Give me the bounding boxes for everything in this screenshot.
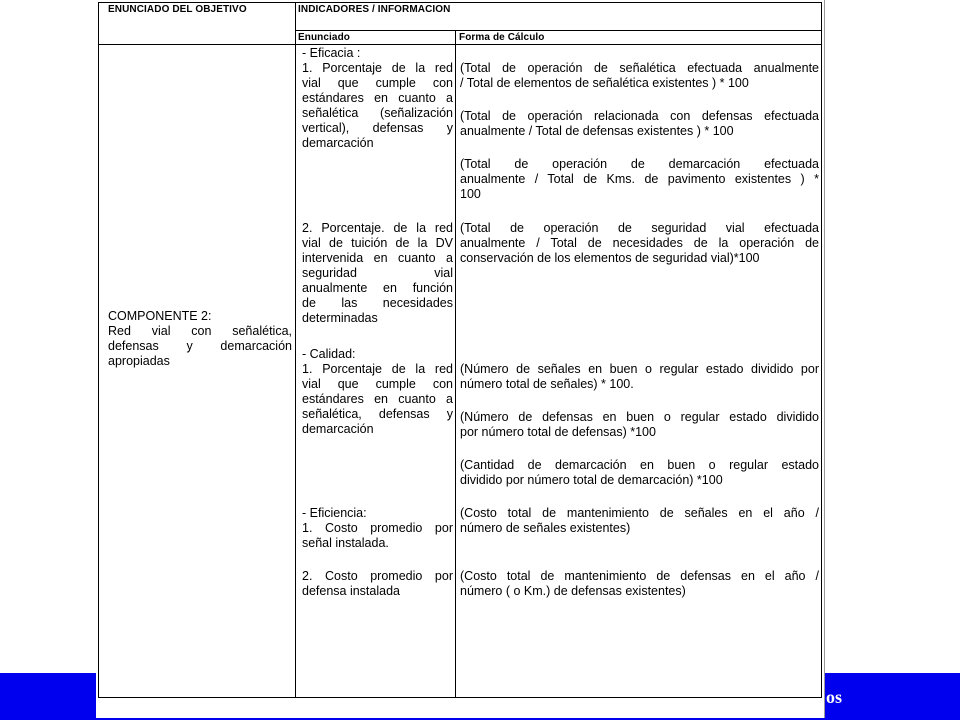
column-divider-objetivo bbox=[295, 2, 296, 698]
text-line: estándares en cuanto a bbox=[302, 91, 453, 105]
text-line: vial que cumple con bbox=[302, 76, 453, 90]
text-line: (Número de defensas en buen o regular estado dividido bbox=[460, 410, 819, 424]
header-bottom-line bbox=[98, 44, 822, 45]
enunciado-eficacia-heading: - Eficacia : bbox=[302, 46, 361, 60]
text-line: 2. Costo promedio por bbox=[302, 569, 453, 583]
text-line: (Cantidad de demarcación en buen o regular estado bbox=[460, 458, 819, 472]
footer-text: os bbox=[825, 687, 842, 707]
text-line: anualmente / Total de necesidades de la operación de bbox=[460, 236, 819, 250]
text-line: (Costo total de mantenimiento de defensas en el año / bbox=[460, 569, 819, 583]
text-line: número de señales existentes) bbox=[460, 521, 631, 535]
text-line: 100 bbox=[460, 187, 481, 201]
componente-title: COMPONENTE 2: bbox=[108, 309, 212, 323]
text-line: 1. Porcentaje de la red bbox=[302, 61, 453, 75]
text-line: de las necesidades bbox=[302, 296, 453, 310]
text-line: vertical), defensas y bbox=[302, 121, 453, 135]
componente-line-1: Red vial con señalética, bbox=[108, 324, 292, 338]
text-line: / Total de elementos de señalética existentes ) * 100 bbox=[460, 76, 749, 90]
text-line: demarcación bbox=[302, 422, 374, 436]
text-line: 1. Costo promedio por bbox=[302, 521, 453, 535]
componente-cell bbox=[108, 309, 292, 369]
column-divider-forma bbox=[455, 30, 456, 698]
text-line: (Total de operación de señalética efectuada anualmente bbox=[460, 61, 819, 75]
text-line: intervenida en cuanto a bbox=[302, 251, 453, 265]
enunciado-eficiencia-2 bbox=[302, 569, 453, 599]
enunciado-calidad-heading: - Calidad: bbox=[302, 347, 356, 361]
text-line: por número total de defensas) *100 bbox=[460, 425, 656, 439]
text-line: determinadas bbox=[302, 311, 378, 325]
table-right-border bbox=[821, 2, 822, 698]
text-line: 2. Porcentaje. de la red bbox=[302, 221, 453, 235]
text-line: vial que cumple con bbox=[302, 377, 453, 391]
text-line: señal instalada. bbox=[302, 536, 389, 550]
text-line: anualmente / Total de Kms. de pavimento existentes ) * bbox=[460, 172, 819, 186]
header-enunciado: Enunciado bbox=[298, 32, 351, 43]
text-line: señalética (señalización bbox=[302, 106, 453, 120]
text-line: número total de señales) * 100. bbox=[460, 377, 634, 391]
enunciado-eficacia-2 bbox=[302, 221, 453, 326]
forma-calidad-1c bbox=[460, 458, 819, 488]
text-line: (Total de operación de demarcación efectuada bbox=[460, 157, 819, 171]
text-line: 1. Porcentaje de la red bbox=[302, 362, 453, 376]
text-line: anualmente en función bbox=[302, 281, 453, 295]
enunciado-eficiencia-heading: - Eficiencia: bbox=[302, 506, 367, 520]
text-line: conservación de los elementos de seguridad vial)*100 bbox=[460, 251, 760, 265]
text-line: defensa instalada bbox=[302, 584, 400, 598]
table-bottom-border bbox=[98, 697, 822, 698]
text-line: vial de tuición de la DV bbox=[302, 236, 453, 250]
forma-eficacia-1b bbox=[460, 109, 819, 139]
header-objetivo: ENUNCIADO DEL OBJETIVO bbox=[108, 4, 247, 15]
document-page bbox=[96, 0, 825, 718]
enunciado-eficacia-1 bbox=[302, 61, 453, 151]
componente-line-2: defensas y demarcación bbox=[108, 339, 292, 353]
header-indicadores: INDICADORES / INFORMACION bbox=[298, 4, 451, 15]
table-top-border bbox=[98, 2, 822, 3]
text-line: dividido por número total de demarcación) *100 bbox=[460, 473, 723, 487]
text-line: (Número de señales en buen o regular estado dividido por bbox=[460, 362, 819, 376]
forma-eficacia-2 bbox=[460, 221, 819, 266]
forma-calidad-1a bbox=[460, 362, 819, 392]
text-line: (Total de operación de seguridad vial efectuada bbox=[460, 221, 819, 235]
forma-eficacia-1c bbox=[460, 157, 819, 202]
forma-eficacia-1a bbox=[460, 61, 819, 91]
header-forma-calculo: Forma de Cálculo bbox=[459, 32, 545, 43]
enunciado-eficiencia-1 bbox=[302, 521, 453, 551]
text-line: (Total de operación relacionada con defensas efectuada bbox=[460, 109, 819, 123]
table-left-border bbox=[98, 2, 99, 698]
text-line: (Costo total de mantenimiento de señales en el año / bbox=[460, 506, 819, 520]
text-line: señalética, defensas y bbox=[302, 407, 453, 421]
text-line: número ( o Km.) de defensas existentes) bbox=[460, 584, 686, 598]
componente-line-3: apropiadas bbox=[108, 354, 170, 368]
subheader-top-line bbox=[295, 30, 822, 31]
text-line: demarcación bbox=[302, 136, 374, 150]
forma-calidad-1b bbox=[460, 410, 819, 440]
text-line: anualmente / Total de defensas existentes ) * 100 bbox=[460, 124, 734, 138]
enunciado-calidad-1 bbox=[302, 362, 453, 437]
forma-eficiencia-1 bbox=[460, 506, 819, 536]
forma-eficiencia-2 bbox=[460, 569, 819, 599]
text-line: seguridad vial bbox=[302, 266, 453, 280]
text-line: estándares en cuanto a bbox=[302, 392, 453, 406]
